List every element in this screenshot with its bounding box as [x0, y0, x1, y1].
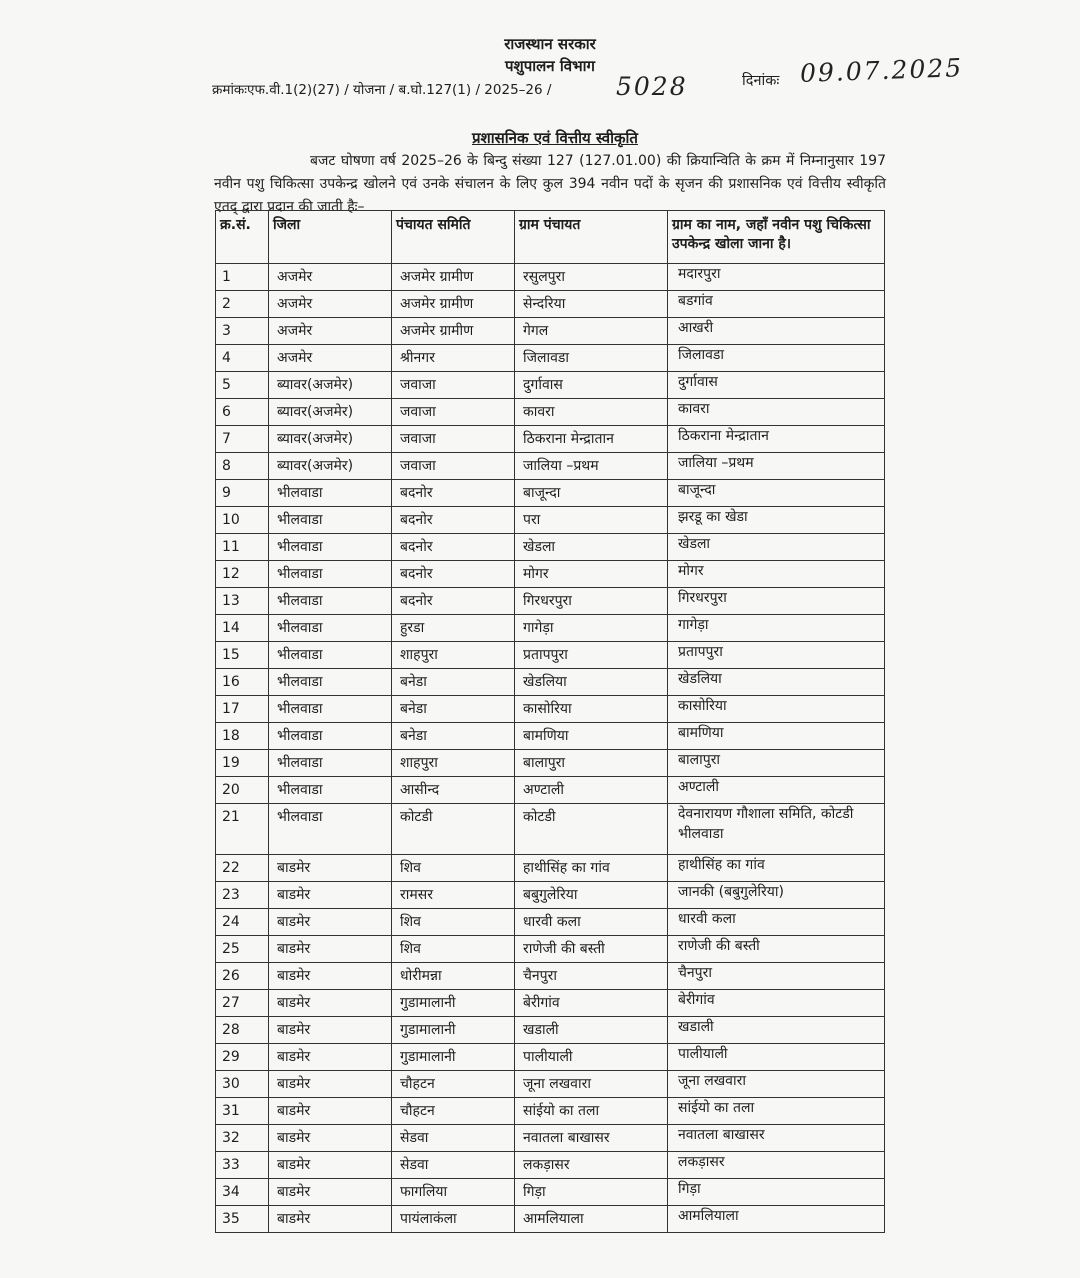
cell-village: जिलावडा — [668, 345, 885, 372]
cell-sno: 34 — [216, 1179, 269, 1206]
cell-district: अजमेर — [269, 291, 392, 318]
cell-sno: 8 — [216, 453, 269, 480]
cell-village: प्रतापपुरा — [668, 642, 885, 669]
cell-panchayat-samiti: बदनोर — [392, 480, 515, 507]
cell-district: बाडमेर — [269, 1017, 392, 1044]
table-row — [216, 990, 885, 1017]
cell-district: अजमेर — [269, 345, 392, 372]
cell-village: जानकी (बबुगुलेरिया) — [668, 882, 885, 909]
cell-panchayat-samiti: धोरीमन्ना — [392, 963, 515, 990]
cell-district: ब्यावर(अजमेर) — [269, 372, 392, 399]
cell-village: गागेड़ा — [668, 615, 885, 642]
cell-gram-panchayat: चैनपुरा — [515, 963, 668, 990]
cell-district: भीलवाडा — [269, 804, 392, 855]
cell-sno: 26 — [216, 963, 269, 990]
header-village: ग्राम का नाम, जहाँ नवीन पशु चिकित्सा उपकेन्द्र खोला जाना है। — [668, 211, 885, 264]
cell-village: दुर्गावास — [668, 372, 885, 399]
body-paragraph — [214, 150, 886, 219]
cell-panchayat-samiti: जवाजा — [392, 453, 515, 480]
cell-gram-panchayat: जूना लखवारा — [515, 1071, 668, 1098]
cell-panchayat-samiti: आसीन्द — [392, 777, 515, 804]
cell-sno: 5 — [216, 372, 269, 399]
cell-sno: 16 — [216, 669, 269, 696]
cell-district: बाडमेर — [269, 1125, 392, 1152]
cell-sno: 35 — [216, 1206, 269, 1233]
table-row — [216, 642, 885, 669]
cell-district: भीलवाडा — [269, 696, 392, 723]
cell-sno: 13 — [216, 588, 269, 615]
table-row — [216, 1017, 885, 1044]
cell-sno: 25 — [216, 936, 269, 963]
cell-panchayat-samiti: अजमेर ग्रामीण — [392, 264, 515, 291]
cell-panchayat-samiti: हुरडा — [392, 615, 515, 642]
cell-gram-panchayat: खेडलिया — [515, 669, 668, 696]
cell-panchayat-samiti: बदनोर — [392, 588, 515, 615]
cell-gram-panchayat: कावरा — [515, 399, 668, 426]
cell-panchayat-samiti: फागलिया — [392, 1179, 515, 1206]
cell-village: खेडला — [668, 534, 885, 561]
cell-village: चैनपुरा — [668, 963, 885, 990]
cell-district: बाडमेर — [269, 1044, 392, 1071]
cell-district: अजमेर — [269, 264, 392, 291]
cell-panchayat-samiti: अजमेर ग्रामीण — [392, 291, 515, 318]
cell-village: गिड़ा — [668, 1179, 885, 1206]
dispatch-number: 5028 — [616, 72, 688, 101]
cell-district: भीलवाडा — [269, 777, 392, 804]
cell-district: ब्यावर(अजमेर) — [269, 453, 392, 480]
cell-district: भीलवाडा — [269, 669, 392, 696]
cell-panchayat-samiti: रामसर — [392, 882, 515, 909]
cell-panchayat-samiti: कोटडी — [392, 804, 515, 855]
cell-panchayat-samiti: पायंलाकंला — [392, 1206, 515, 1233]
cell-panchayat-samiti: बदनोर — [392, 507, 515, 534]
table-row — [216, 750, 885, 777]
cell-village: बालापुरा — [668, 750, 885, 777]
cell-sno: 3 — [216, 318, 269, 345]
cell-village: बामणिया — [668, 723, 885, 750]
cell-sno: 19 — [216, 750, 269, 777]
cell-district: भीलवाडा — [269, 750, 392, 777]
cell-panchayat-samiti: बनेडा — [392, 696, 515, 723]
cell-district: भीलवाडा — [269, 507, 392, 534]
table-row — [216, 399, 885, 426]
paragraph-text: बजट घोषणा वर्ष 2025–26 के बिन्दु संख्या 127 (127.01.00) की क्रियान्विति के क्रम में निम्नानुसार 197 नवीन पशु चिकित्सा उपकेन्द्र खोलने एवं उनके संचालन के लिए कुल 394 नवीन पदों के सृजन की प्रशासनिक एवं वित्तीय स्वीकृति एतद् द्वारा प्रदान की जाती हैः– — [214, 153, 886, 215]
cell-sno: 7 — [216, 426, 269, 453]
cell-district: भीलवाडा — [269, 534, 392, 561]
govt-name: राजस्थान सरकार — [504, 35, 596, 53]
table-row — [216, 696, 885, 723]
cell-gram-panchayat: परा — [515, 507, 668, 534]
cell-village: कावरा — [668, 399, 885, 426]
cell-village: सांईयो का तला — [668, 1098, 885, 1125]
table-row — [216, 426, 885, 453]
cell-sno: 4 — [216, 345, 269, 372]
cell-gram-panchayat: मोगर — [515, 561, 668, 588]
cell-gram-panchayat: बाजून्दा — [515, 480, 668, 507]
cell-district: बाडमेर — [269, 855, 392, 882]
cell-village: बेरीगांव — [668, 990, 885, 1017]
cell-gram-panchayat: बेरीगांव — [515, 990, 668, 1017]
table-body — [216, 264, 885, 1233]
cell-village: मदारपुरा — [668, 264, 885, 291]
table-row — [216, 1044, 885, 1071]
table-row — [216, 507, 885, 534]
cell-village: बाजून्दा — [668, 480, 885, 507]
cell-sno: 6 — [216, 399, 269, 426]
cell-district: भीलवाडा — [269, 642, 392, 669]
cell-gram-panchayat: बामणिया — [515, 723, 668, 750]
cell-panchayat-samiti: जवाजा — [392, 372, 515, 399]
cell-village: बडगांव — [668, 291, 885, 318]
cell-sno: 29 — [216, 1044, 269, 1071]
date-value: 09.07.2025 — [799, 53, 964, 88]
cell-village: मोगर — [668, 561, 885, 588]
cell-district: भीलवाडा — [269, 561, 392, 588]
cell-gram-panchayat: खडाली — [515, 1017, 668, 1044]
header-sno: क्र.सं. — [216, 211, 269, 264]
table-row — [216, 588, 885, 615]
cell-panchayat-samiti: शिव — [392, 855, 515, 882]
cell-gram-panchayat: जालिया –प्रथम — [515, 453, 668, 480]
cell-gram-panchayat: कोटडी — [515, 804, 668, 855]
cell-sno: 31 — [216, 1098, 269, 1125]
cell-district: बाडमेर — [269, 1179, 392, 1206]
cell-district: ब्यावर(अजमेर) — [269, 399, 392, 426]
table-row — [216, 1206, 885, 1233]
table-row — [216, 1098, 885, 1125]
cell-panchayat-samiti: बनेडा — [392, 669, 515, 696]
cell-gram-panchayat: दुर्गावास — [515, 372, 668, 399]
table-row — [216, 291, 885, 318]
cell-village: लकड़ासर — [668, 1152, 885, 1179]
cell-village: नवातला बाखासर — [668, 1125, 885, 1152]
date-label: दिनांकः — [742, 73, 780, 89]
cell-village: ठिकराना मेन्द्रातान — [668, 426, 885, 453]
cell-sno: 14 — [216, 615, 269, 642]
table-row — [216, 1179, 885, 1206]
cell-sno: 18 — [216, 723, 269, 750]
cell-panchayat-samiti: शिव — [392, 909, 515, 936]
cell-village: आमलियाला — [668, 1206, 885, 1233]
cell-district: बाडमेर — [269, 963, 392, 990]
cell-sno: 23 — [216, 882, 269, 909]
subject-heading: प्रशासनिक एवं वित्तीय स्वीकृति — [472, 129, 638, 147]
header-panchayat-samiti: पंचायत समिति — [392, 211, 515, 264]
cell-sno: 1 — [216, 264, 269, 291]
cell-gram-panchayat: आमलियाला — [515, 1206, 668, 1233]
cell-sno: 28 — [216, 1017, 269, 1044]
table-header-row — [216, 211, 885, 264]
cell-district: बाडमेर — [269, 1206, 392, 1233]
cell-panchayat-samiti: जवाजा — [392, 426, 515, 453]
cell-gram-panchayat: गागेड़ा — [515, 615, 668, 642]
cell-village: आखरी — [668, 318, 885, 345]
cell-panchayat-samiti: शाहपुरा — [392, 642, 515, 669]
cell-district: भीलवाडा — [269, 615, 392, 642]
table-row — [216, 453, 885, 480]
cell-gram-panchayat: गिरधरपुरा — [515, 588, 668, 615]
cell-village: झरडू का खेडा — [668, 507, 885, 534]
cell-gram-panchayat: लकड़ासर — [515, 1152, 668, 1179]
cell-gram-panchayat: प्रतापपुरा — [515, 642, 668, 669]
cell-panchayat-samiti: गुडामालानी — [392, 1017, 515, 1044]
cell-sno: 15 — [216, 642, 269, 669]
cell-panchayat-samiti: शिव — [392, 936, 515, 963]
cell-panchayat-samiti: शाहपुरा — [392, 750, 515, 777]
table-row — [216, 1071, 885, 1098]
cell-village: गिरधरपुरा — [668, 588, 885, 615]
cell-sno: 12 — [216, 561, 269, 588]
cell-panchayat-samiti: चौहटन — [392, 1098, 515, 1125]
cell-sno: 10 — [216, 507, 269, 534]
cell-district: बाडमेर — [269, 882, 392, 909]
table-row — [216, 855, 885, 882]
table-row — [216, 804, 885, 855]
cell-panchayat-samiti: बनेडा — [392, 723, 515, 750]
cell-gram-panchayat: खेडला — [515, 534, 668, 561]
table-row — [216, 615, 885, 642]
cell-sno: 22 — [216, 855, 269, 882]
table-row — [216, 909, 885, 936]
reference-number: क्रमांकःएफ.वी.1(2)(27) / योजना / ब.घो.127(1) / 2025–26 / — [212, 82, 552, 98]
cell-district: बाडमेर — [269, 1152, 392, 1179]
header-gram-panchayat: ग्राम पंचायत — [515, 211, 668, 264]
cell-sno: 30 — [216, 1071, 269, 1098]
cell-panchayat-samiti: बदनोर — [392, 561, 515, 588]
cell-gram-panchayat: पालीयाली — [515, 1044, 668, 1071]
cell-sno: 2 — [216, 291, 269, 318]
cell-gram-panchayat: ठिकराना मेन्द्रातान — [515, 426, 668, 453]
cell-sno: 21 — [216, 804, 269, 855]
table-row — [216, 669, 885, 696]
cell-gram-panchayat: धारवी कला — [515, 909, 668, 936]
cell-district: बाडमेर — [269, 1071, 392, 1098]
cell-village: खेडलिया — [668, 669, 885, 696]
cell-sno: 32 — [216, 1125, 269, 1152]
department-name: पशुपालन विभाग — [505, 57, 595, 75]
cell-gram-panchayat: बबुगुलेरिया — [515, 882, 668, 909]
table-row — [216, 264, 885, 291]
cell-sno: 11 — [216, 534, 269, 561]
table-row — [216, 1152, 885, 1179]
cell-gram-panchayat: हाथीसिंह का गांव — [515, 855, 668, 882]
cell-gram-panchayat: अण्टाली — [515, 777, 668, 804]
table-row — [216, 534, 885, 561]
table-row — [216, 561, 885, 588]
cell-gram-panchayat: गिड़ा — [515, 1179, 668, 1206]
cell-panchayat-samiti: बदनोर — [392, 534, 515, 561]
cell-village: जूना लखवारा — [668, 1071, 885, 1098]
cell-district: भीलवाडा — [269, 480, 392, 507]
cell-panchayat-samiti: गुडामालानी — [392, 990, 515, 1017]
table-row — [216, 372, 885, 399]
cell-sno: 9 — [216, 480, 269, 507]
header-district: जिला — [269, 211, 392, 264]
cell-village: कासोरिया — [668, 696, 885, 723]
table-row — [216, 963, 885, 990]
cell-sno: 24 — [216, 909, 269, 936]
cell-panchayat-samiti: सेडवा — [392, 1152, 515, 1179]
table-row — [216, 480, 885, 507]
table-row — [216, 936, 885, 963]
sanction-table — [215, 210, 885, 1233]
table-row — [216, 723, 885, 750]
cell-district: बाडमेर — [269, 990, 392, 1017]
cell-district: बाडमेर — [269, 936, 392, 963]
cell-village: जालिया –प्रथम — [668, 453, 885, 480]
cell-gram-panchayat: बालापुरा — [515, 750, 668, 777]
cell-gram-panchayat: रसुलपुरा — [515, 264, 668, 291]
cell-village: खडाली — [668, 1017, 885, 1044]
cell-panchayat-samiti: चौहटन — [392, 1071, 515, 1098]
cell-panchayat-samiti: श्रीनगर — [392, 345, 515, 372]
cell-gram-panchayat: गेगल — [515, 318, 668, 345]
cell-sno: 20 — [216, 777, 269, 804]
cell-district: भीलवाडा — [269, 723, 392, 750]
cell-village: राणेजी की बस्ती — [668, 936, 885, 963]
cell-gram-panchayat: राणेजी की बस्ती — [515, 936, 668, 963]
table-row — [216, 318, 885, 345]
cell-village: हाथीसिंह का गांव — [668, 855, 885, 882]
cell-gram-panchayat: सेन्दरिया — [515, 291, 668, 318]
cell-district: बाडमेर — [269, 909, 392, 936]
cell-village: देवनारायण गौशाला समिति, कोटडी भीलवाडा — [668, 804, 885, 855]
cell-district: ब्यावर(अजमेर) — [269, 426, 392, 453]
table-row — [216, 777, 885, 804]
cell-sno: 33 — [216, 1152, 269, 1179]
cell-panchayat-samiti: गुडामालानी — [392, 1044, 515, 1071]
cell-village: पालीयाली — [668, 1044, 885, 1071]
cell-gram-panchayat: जिलावडा — [515, 345, 668, 372]
cell-sno: 27 — [216, 990, 269, 1017]
cell-district: अजमेर — [269, 318, 392, 345]
cell-gram-panchayat: नवातला बाखासर — [515, 1125, 668, 1152]
cell-panchayat-samiti: जवाजा — [392, 399, 515, 426]
cell-panchayat-samiti: अजमेर ग्रामीण — [392, 318, 515, 345]
cell-sno: 17 — [216, 696, 269, 723]
cell-village: अण्टाली — [668, 777, 885, 804]
table-row — [216, 882, 885, 909]
table-row — [216, 1125, 885, 1152]
cell-gram-panchayat: सांईयो का तला — [515, 1098, 668, 1125]
cell-panchayat-samiti: सेडवा — [392, 1125, 515, 1152]
cell-district: भीलवाडा — [269, 588, 392, 615]
table-row — [216, 345, 885, 372]
cell-district: बाडमेर — [269, 1098, 392, 1125]
cell-village: धारवी कला — [668, 909, 885, 936]
cell-gram-panchayat: कासोरिया — [515, 696, 668, 723]
